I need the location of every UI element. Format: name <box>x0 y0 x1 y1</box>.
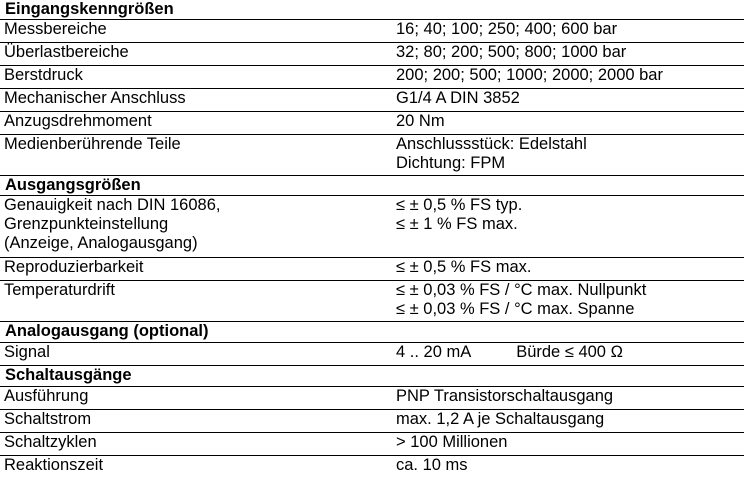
row-value: G1/4 A DIN 3852 <box>396 89 520 107</box>
section-header-switching: Schaltausgänge <box>0 366 744 387</box>
row-value: max. 1,2 A je Schaltausgang <box>396 410 605 428</box>
table-row <box>0 258 744 281</box>
row-value <box>396 343 744 365</box>
row-label: Messbereiche <box>4 20 107 38</box>
row-label: Medienberührende Teile <box>4 135 181 153</box>
row-label: Ausführung <box>4 387 89 405</box>
value-line: Anschlussstück: Edelstahl <box>396 135 587 153</box>
section-header-analog: Analogausgang (optional) <box>0 322 744 343</box>
value-line: ≤ ± 0,03 % FS / °C max. Nullpunkt <box>396 281 647 299</box>
signal-range: 4 .. 20 mA <box>396 343 472 361</box>
value-line: ≤ ± 0,5 % FS typ. <box>396 196 523 214</box>
row-label: Schaltzyklen <box>4 433 97 451</box>
row-label <box>0 196 396 257</box>
row-value: 20 Nm <box>396 112 445 130</box>
row-label: Reproduzierbarkeit <box>4 258 144 276</box>
value-line: ≤ ± 1 % FS max. <box>396 215 518 233</box>
row-label: Anzugsdrehmoment <box>4 112 152 130</box>
row-value <box>396 135 744 175</box>
label-line: Grenzpunkteinstellung <box>4 215 169 233</box>
label-line: Genauigkeit nach DIN 16086, <box>4 196 221 214</box>
row-label: Berstdruck <box>4 66 83 84</box>
row-value: 32; 80; 200; 500; 800; 1000 bar <box>396 43 627 61</box>
row-label: Mechanischer Anschluss <box>4 89 186 107</box>
table-row <box>0 66 744 89</box>
table-row <box>0 112 744 135</box>
row-value: 200; 200; 500; 1000; 2000; 2000 bar <box>396 66 663 84</box>
table-row <box>0 433 744 456</box>
table-row <box>0 135 744 176</box>
table-row <box>0 89 744 112</box>
row-value: PNP Transistorschaltausgang <box>396 387 614 405</box>
section-header-input: Eingangskenngrößen <box>0 0 744 20</box>
row-label: Reaktionszeit <box>4 456 104 474</box>
table-row <box>0 196 744 258</box>
table-row <box>0 43 744 66</box>
row-value: 16; 40; 100; 250; 400; 600 bar <box>396 20 618 38</box>
value-line: Dichtung: FPM <box>396 154 506 172</box>
table-row <box>0 410 744 433</box>
row-value: > 100 Millionen <box>396 433 508 451</box>
label-line: (Anzeige, Analogausgang) <box>4 234 198 252</box>
row-label: Temperaturdrift <box>4 281 115 299</box>
table-row <box>0 343 744 366</box>
table-row <box>0 456 744 479</box>
row-label: Überlastbereiche <box>4 43 129 61</box>
table-row <box>0 20 744 43</box>
row-value: ≤ ± 0,5 % FS max. <box>396 258 532 276</box>
signal-load: Bürde ≤ 400 Ω <box>516 343 623 361</box>
row-value <box>396 281 744 321</box>
table-row <box>0 281 744 322</box>
row-value <box>396 196 744 257</box>
row-label: Signal <box>4 343 50 361</box>
row-value: ca. 10 ms <box>396 456 468 474</box>
section-header-output: Ausgangsgrößen <box>0 176 744 196</box>
value-line: ≤ ± 0,03 % FS / °C max. Spanne <box>396 300 635 318</box>
row-label: Schaltstrom <box>4 410 92 428</box>
table-row <box>0 387 744 410</box>
